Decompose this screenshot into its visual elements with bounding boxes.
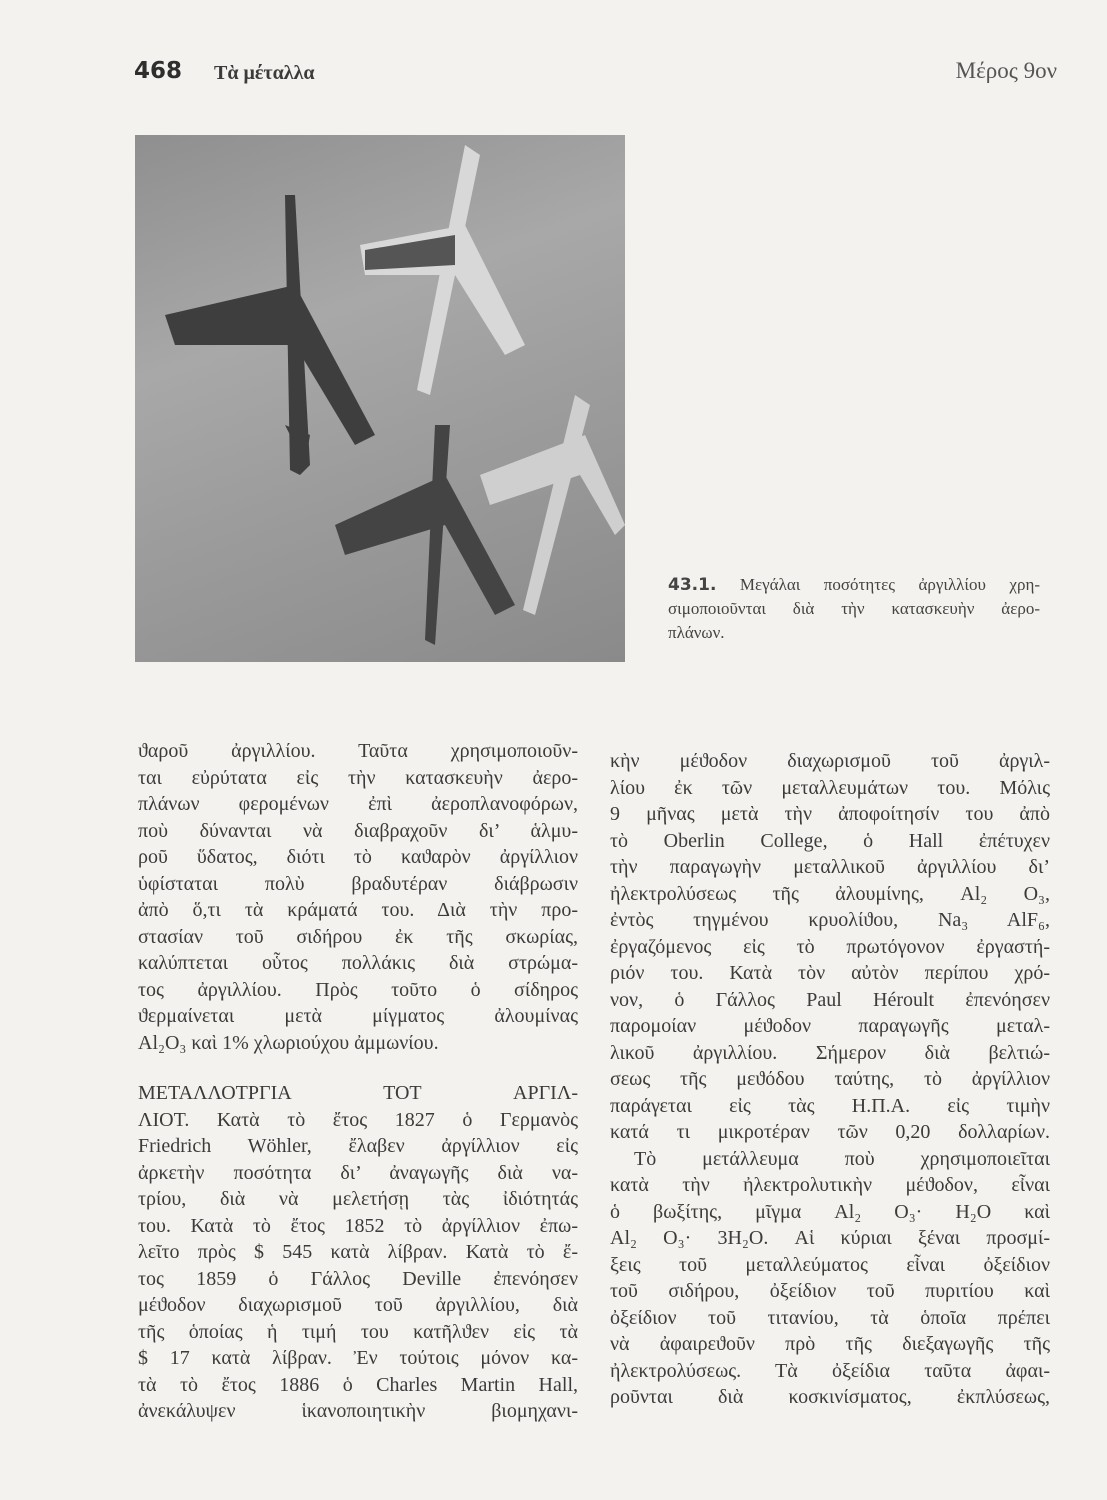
text-line: ὀξείδιον τοῦ τιτανίου, τὰ ὁποῖα πρέπει [610,1306,1050,1329]
figure-number: 43.1. [668,575,717,595]
text-line: ϑαροῦ ἀργιλλίου. Ταῦτα χρησιμοποιοῦν- [138,740,578,762]
text-line: στασίαν τοῦ σιδήρου ἐκ τῆς σκωρίας, [138,925,578,948]
text-line: τῆς ὁποίας ἡ τιμή του κατῆλϑεν εἰς τὰ [138,1320,578,1343]
text-line: τρίου, διὰ νὰ μελετήσῃ τὰς ἰδιότητάς [138,1188,578,1210]
text-line: τὴν παραγωγὴν μεταλλικοῦ ἀργιλλίου δι’ [610,856,1050,878]
text-line: τὸ Oberlin College, ὁ Hall ἐπέτυχεν [610,829,1050,852]
text-line: ΜΕΤΑΛΛΟΤΡΓΙΑ ΤΟΤ ΑΡΓΙΛ- [138,1082,578,1104]
text-line: ριόν του. Κατὰ τὸν αὐτὸν περίπου χρό- [610,962,1050,984]
text-line: σεως τῆς μεϑόδου ταύτης, τὸ ἀργίλλιον [610,1068,1050,1090]
caption-line [668,573,1040,597]
text-line: καλύπτεται οὗτος πολλάκις διὰ στρώμα- [138,952,578,974]
text-line: ροῦ ὕδατος, διότι τὸ καϑαρὸν ἀργίλλιον [138,846,578,868]
text-line: νον, ὁ Γάλλος Paul Héroult ἐπενόησεν [610,988,1050,1011]
text-line: ξεις τοῦ μεταλλεύματος εἶναι ὀξείδιον [610,1253,1050,1276]
text-line: ὑφίσταται πολὺ βραδυτέραν διάβρωσιν [138,872,578,895]
text-line: νὰ ἀφαιρεϑοῦν πρὸ τῆς διεξαγωγῆς τῆς [610,1333,1050,1355]
caption-line: πλάνων. [668,623,725,642]
text-line: ποὺ δύνανται νὰ διαβραχοῦν δι’ ἁλμυ- [138,819,578,842]
page-number: 468 [134,58,183,84]
text-line: τοῦ σιδήρου, ὀξείδιον τοῦ πυριτίου καὶ [610,1280,1050,1302]
airplanes-photo [135,135,625,662]
text-line: ἀρκετὴν ποσότητα δι’ ἀναγωγῆς διὰ να- [138,1161,578,1184]
airplane-2 [360,145,525,395]
text-line: ροῦνται διὰ κοσκινίσματος, ἐκπλύσεως, [610,1386,1050,1408]
caption-text: Μεγάλαι ποσότητες ἀργιλλίου χρη- [739,575,1040,594]
airplane-1 [165,195,375,475]
text-line: ἠλεκτρολύσεως τῆς ἀλουμίνης, Al₂ O₃, [610,882,1050,905]
text-line: ἐργαζόμενος εἰς τὸ πρωτόγονον ἐργαστή- [610,935,1050,958]
text-line: ὁ βωξίτης, μῖγμα Al₂ O₃· H₂O καὶ [610,1200,1050,1223]
text-line: Al₂ O₃· 3H₂O. Αἱ κύριαι ξέναι προσμί- [610,1227,1050,1249]
text-line: κατὰ τὴν ἠλεκτρολυτικὴν μέϑοδον, εἶναι [610,1174,1050,1196]
left-column-paragraph-2 [138,1080,578,1425]
text-line: τὰ τὸ ἔτος 1886 ὁ Charles Martin Hall, [138,1373,578,1396]
text-line: κὴν μέϑοδον διαχωρισμοῦ τοῦ ἀργιλ- [610,750,1050,772]
text-line: τος ἀργιλλίου. Πρὸς τοῦτο ὁ σίδηρος [138,978,578,1001]
text-line: τος 1859 ὁ Γάλλος Deville ἐπενόησεν [138,1267,578,1290]
text-line: ἀπὸ ὅ,τι τὰ κράματά του. Διὰ τὴν προ- [138,899,578,921]
text-line: λίου ἐκ τῶν μεταλλευμάτων του. Μόλις [610,776,1050,799]
text-line: παρομοίαν μέϑοδον παραγωγῆς μεταλ- [610,1015,1050,1037]
text-line: Friedrich Wöhler, ἔλαβεν ἀργίλλιον εἰς [138,1135,578,1157]
text-line: πλάνων φερομένων ἐπὶ ἀεροπλανοφόρων, [138,793,578,815]
text-line: ἐντὸς τηγμένου κρυολίϑου, Na₃ AlF₆, [610,909,1050,931]
text-line: Τὸ μετάλλευμα ποὺ χρησιμοποιεῖται [634,1147,1050,1170]
text-line: ἠλεκτρολύσεως. Τὰ ὀξείδια ταῦτα ἀφαι- [610,1359,1050,1382]
right-column [610,748,1050,1411]
airplanes-illustration [135,135,625,662]
figure-caption [668,573,1040,645]
text-line: Al₂O₃ καὶ 1% χλωριούχου ἀμμωνίου. [138,1031,439,1054]
airplane-3 [335,425,515,645]
text-line: λεῖτο πρὸς $ 545 κατὰ λίβραν. Κατὰ τὸ ἔ- [138,1241,578,1263]
part-label: Μέρος 9ον [955,58,1057,83]
text-line: μέϑοδον διαχωρισμοῦ τοῦ ἀργιλλίου, διὰ [138,1294,578,1316]
text-line: του. Κατὰ τὸ ἔτος 1852 τὸ ἀργίλλιον ἐπω- [138,1214,578,1237]
left-column-paragraph-1 [138,738,578,1056]
text-line: ται εὐρύτατα εἰς τὴν κατασκευὴν ἀερο- [138,766,578,789]
running-title: Τὰ μέταλλα [214,62,315,84]
caption-line: σιμοποιοῦνται διὰ τὴν κατασκευὴν ἀερο- [668,599,1040,618]
text-line: κατά τι μικροτέραν τῶν 0,20 δολλαρίων. [610,1121,1050,1143]
text-line: ϑερμαίνεται μετὰ μίγματος ἀλουμίνας [138,1005,578,1027]
text-line: ἀνεκάλυψεν ἱκανοποιητικὴν βιομηχανι- [138,1400,578,1422]
text-line: παράγεται εἰς τὰς Η.Π.Α. εἰς τιμὴν [610,1094,1050,1117]
text-line: 9 μῆνας μετὰ τὴν ἀποφοίτησίν του ἀπὸ [610,803,1050,825]
text-line: $ 17 κατὰ λίβραν. Ἐν τούτοις μόνον κα- [138,1347,578,1369]
text-line: ΛΙΟΤ. Κατὰ τὸ ἔτος 1827 ὁ Γερμανὸς [138,1108,578,1131]
text-line: λικοῦ ἀργιλλίου. Σήμερον διὰ βελτιώ- [610,1041,1050,1064]
